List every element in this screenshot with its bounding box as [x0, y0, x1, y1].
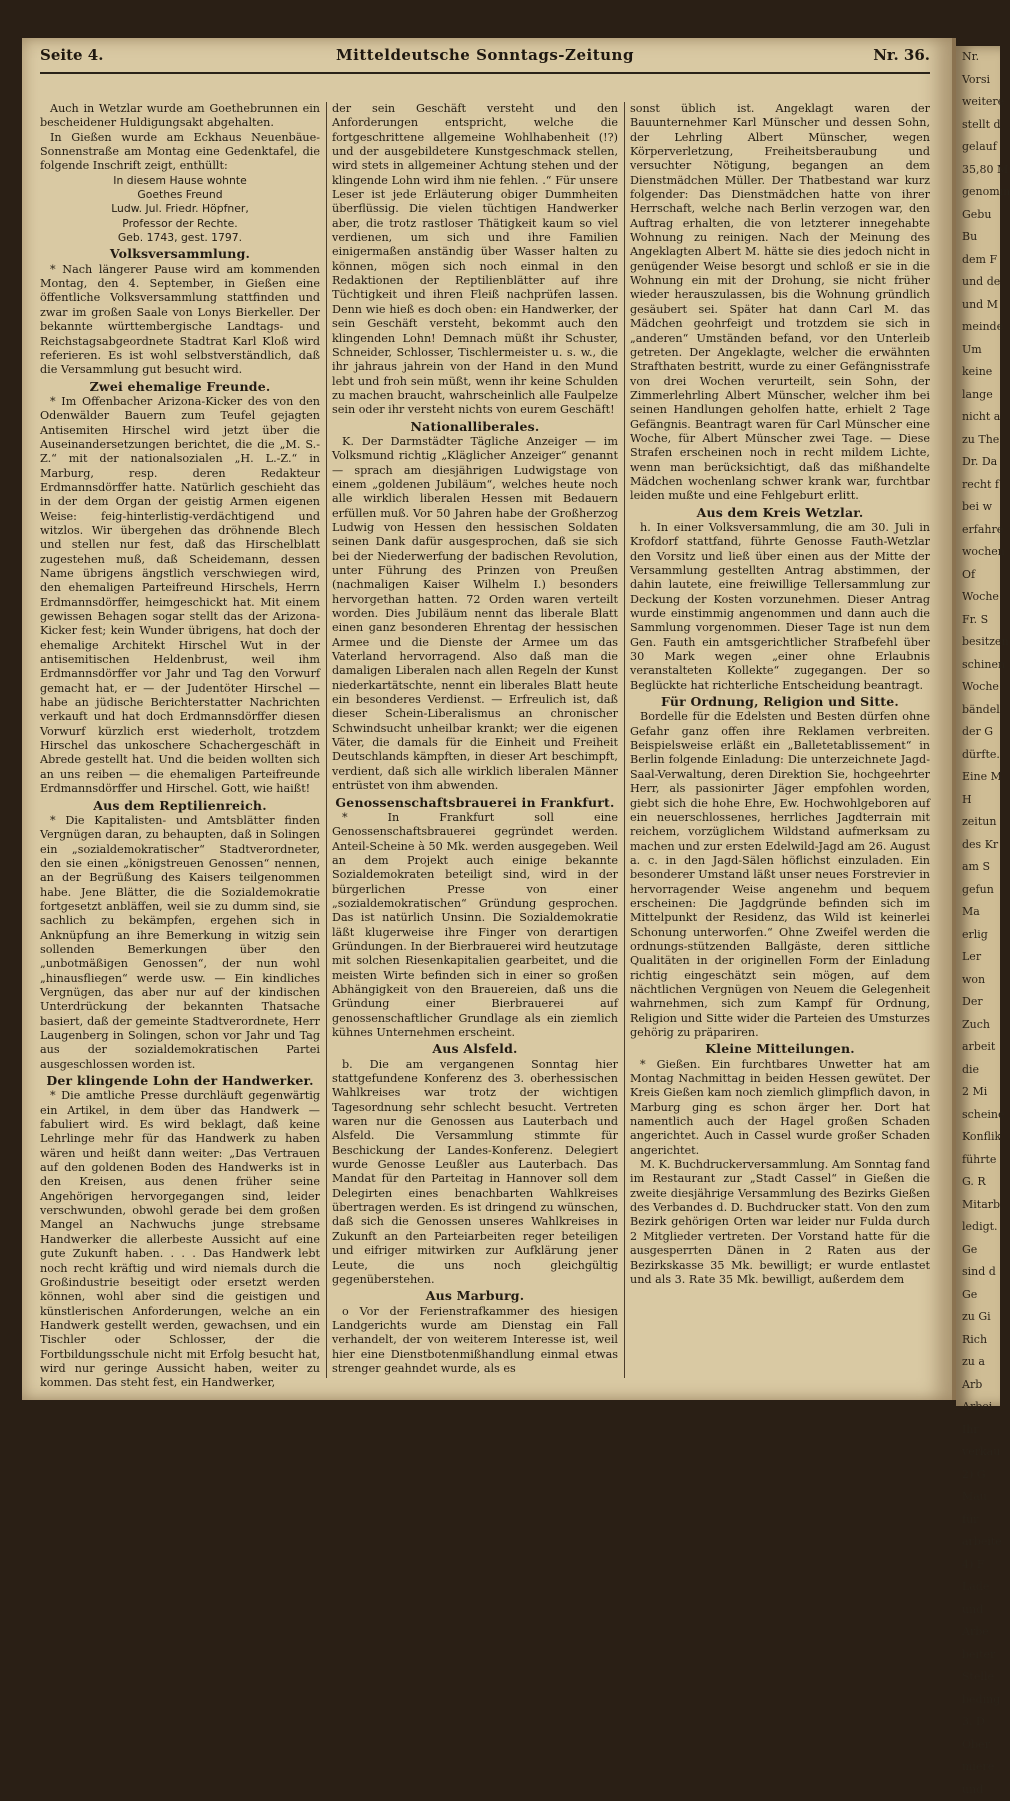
adjacent-page-fragment: won — [956, 969, 1000, 992]
adjacent-page-fragment: Stelle — [956, 1666, 1000, 1689]
page-number: Seite 4. — [40, 46, 103, 64]
adjacent-page-fragment: G. R — [956, 1171, 1000, 1194]
article-text: M. K. Buchdruckerversammlung. Am Sonntag fand im Restaurant zur „Stadt Cassel“ in Gießen die zweite diesjährige Versammlung des Bezirks Gießen des Verbandes d. D. Buchdrucker statt. Von den zum Bezirk gehörigen Orten war leider nur Fulda durch 2 Mitglieder vertreten. Der Vorstand hatte für die ausgesperrten Dänen in 2 Raten aus der Bezirkskasse 35 Mk. bewilligt; er wurde entlastet und als 3. Rate 35 Mk. bewilligt, außerdem dem — [630, 1158, 930, 1287]
adjacent-page-fragment: und — [956, 1599, 1000, 1622]
article-text: h. In einer Volksversammlung, die am 30. Juli in Krofdorf stattfand, führte Genosse Fauth-Wetzlar den Vorsitz und ließ über einen aus der Mitte der Versammlung gestellten Antrag abstimmen, der dahin lautete, eine freiwillige Tellersammlung zur Deckung der Kosten vorzunehmen. Dieser Antrag wurde einstimmig angenommen und dann auch die Sammlung vorgenommen. Dieser Tage ist nun dem Gen. Fauth ein amtsgerichtlicher Strafbefehl über 30 Mark wegen „einer ohne Erlaubnis veranstalteten Kollekte“ zugegangen. Der so Beglückte hat richterliche Entscheidung beantragt. — [630, 521, 930, 693]
article-text: * Nach längerer Pause wird am kommenden Montag, den 4. September, in Gießen eine öffentliche Volksversammlung stattfinden und zwar im großen Saale von Lonys Bierkeller. Der bekannte württembergische Landtags- und Reichstagsabgeordnete Stadtrat Karl Kloß wird referieren. Es ist wohl selbstverständlich, daß die Versammlung gut besucht wird. — [40, 263, 320, 378]
adjacent-page-fragment: zu The — [956, 429, 1000, 452]
plaque-line: Goethes Freund — [40, 188, 320, 202]
article-text: K. Der Darmstädter Tägliche Anzeiger — im Volksmund richtig „Kläglicher Anzeiger“ genannt — sprach am diesjährigen Ludwigstage von einem „goldenen Jubiläum“, welches heute noch alle wirklich liberalen Hessen mit Bedauern erfüllen muß. Vor 50 Jahren habe der Großherzog Ludwig von Hessen den hessischen Soldaten seinen Dank dafür ausgesprochen, daß sie sich bei der Niederwerfung der badischen Revolution, unter Führung des Prinzen von Preußen (nachmaligen Kaiser Wilhelm I.) besonders hervorgethan hatten. 72 Orden waren verteilt worden. Dies Jubiläum nennt das liberale Blatt einen ganz besonderen Ehrentag der hessischen Armee und die Dienste der Armee um das Vaterland hervorragend. Also daß man die damaligen Liberalen nach allen Regeln der Kunst niederkartätschte, nennt ein liberales Blatt heute ein besonderes Verdienst. — Erfreulich ist, daß dieser Schein-Liberalismus an chronischer Schwindsucht unheilbar krankt; wer die eigenen Väter, die damals für die Einheit und Freiheit Deutschlands kämpften, in dieser Art beschimpft, verdient, daß sich alle wirklich liberalen Männer entrüstet von ihm abwenden. — [332, 435, 618, 794]
adjacent-page-fragment: zu a — [956, 1351, 1000, 1374]
adjacent-page-fragment: Ge — [956, 1284, 1000, 1307]
adjacent-page-fragment: am S — [956, 856, 1000, 879]
adjacent-page-fragment: Gebu — [956, 204, 1000, 227]
adjacent-page-fragment: bei w — [956, 496, 1000, 519]
page-header — [40, 44, 930, 74]
adjacent-page-fragment: keine — [956, 361, 1000, 384]
adjacent-page-fragment: gefun — [956, 879, 1000, 902]
adjacent-page-fragment: Lade — [956, 1576, 1000, 1599]
adjacent-page-fragment: beding — [956, 1689, 1000, 1712]
adjacent-page-fragment: Arb — [956, 1374, 1000, 1397]
adjacent-page-fragment: für — [956, 1509, 1000, 1532]
adjacent-page-fragment: Woche — [956, 676, 1000, 699]
adjacent-page-fragment: weitere — [956, 91, 1000, 114]
adjacent-page-fragment: nicht a — [956, 406, 1000, 429]
adjacent-page-fragment: schinen — [956, 654, 1000, 677]
adjacent-page-fragment: genomm — [956, 181, 1000, 204]
adjacent-page-fragment: H — [956, 789, 1000, 812]
column-rule — [326, 102, 327, 1378]
adjacent-page-fragment: 2 Mi — [956, 1081, 1000, 1104]
adjacent-page-fragment: und — [956, 1779, 1000, 1801]
adjacent-page-fragment: recht f — [956, 474, 1000, 497]
section-heading: Der klingende Lohn der Handwerker. — [40, 1074, 320, 1088]
adjacent-page-fragment: Arbe — [956, 1621, 1000, 1644]
adjacent-page-fragment: Konflik — [956, 1126, 1000, 1149]
adjacent-page-fragment: ledigt. — [956, 1216, 1000, 1239]
adjacent-page-fragment: 2) G — [956, 1464, 1000, 1487]
adjacent-page-edge — [956, 46, 1000, 1406]
adjacent-page-fragment: Woche — [956, 586, 1000, 609]
adjacent-page-fragment: miere — [956, 1756, 1000, 1779]
adjacent-page-fragment: sind d — [956, 1261, 1000, 1284]
adjacent-page-fragment: und de — [956, 271, 1000, 294]
section-heading: Aus Alsfeld. — [332, 1042, 618, 1056]
column-3 — [630, 102, 930, 1378]
adjacent-page-fragment: die — [956, 1059, 1000, 1082]
adjacent-page-fragment: stellt d — [956, 114, 1000, 137]
adjacent-page-fragment: Eine M — [956, 766, 1000, 789]
section-heading: Aus Marburg. — [332, 1289, 618, 1303]
adjacent-page-fragment: zeitun — [956, 811, 1000, 834]
article-text: * In Frankfurt soll eine Genossenschaftsbrauerei gegründet werden. Anteil-Scheine à 50 Mk. werden ausgegeben. Weil an dem Projekt auch einige bekannte Sozialdemokraten beteiligt sind, wird in der bürgerlichen Presse von einer „sozialdemokratischen“ Gründung gesprochen. Das ist natürlich Unsinn. Die Sozialdemokratie läßt klugerweise ihre Finger von derartigen Gründungen. In der Bierbrauerei wird heutzutage mit solchen Riesenkapitalien gearbeitet, und die meisten Wirte befinden sich in einer so großen Abhängigkeit von den Brauereien, daß uns die Gründung einer Bierbrauerei auf genossenschaftlicher Grundlage als ein ziemlich kühnes Unternehmen erscheint. — [332, 811, 618, 1041]
adjacent-page-fragment: führte — [956, 1149, 1000, 1172]
adjacent-page-fragment: wochen — [956, 541, 1000, 564]
adjacent-page-fragment: Rich — [956, 1329, 1000, 1352]
article-text: sonst üblich ist. Angeklagt waren der Bauunternehmer Karl Münscher und dessen Sohn, der Lehrling Albert Münscher, wegen Körperverletzung, Freiheitsberaubung und versuchter Nötigung, begangen an dem Dienstmädchen Müller. Der Thatbestand war kurz folgender: Das Dienstmädchen hatte von ihrer Herrschaft, welche nach Berlin verzogen war, den Auftrag erhalten, die von letzterer innegehabte Wohnung zu reinigen. Nach der Meinung des Angeklagten Albert M. hätte sie dies jedoch nicht in genügender Weise besorgt und schloß er sie in die Wohnung ein mit der Drohung, sie nicht früher wieder herauszulassen, bis die Wohnung gründlich gesäubert sei. Später hat dann Carl M. das Mädchen geohrfeigt und trotzdem sie sich in „anderen“ Umständen befand, vor den Unterleib getreten. Der Angeklagte, welcher die erwähnten Strafthaten bestritt, wurde zu einer Gefängnisstrafe von drei Wochen verurteilt, sein Sohn, der Zimmerlehrling Albert Münscher, welcher ihm bei seinen Handlungen geholfen hatte, erhielt 2 Tage Gefängnis. Beantragt waren für Carl Münscher eine Woche, für Albert Münscher zwei Tage. — Diese Strafen erscheinen noch in recht mildem Lichte, wenn man berücksichtigt, daß das mißhandelte Mädchen wochenlang schwer krank war, furchtbar leiden mußte und eine Fehlgeburt erlitt. — [630, 102, 930, 504]
adjacent-page-fragment: Arbei — [956, 1396, 1000, 1419]
adjacent-page-fragment: beiter — [956, 1644, 1000, 1667]
section-heading: Zwei ehemalige Freunde. — [40, 380, 320, 394]
adjacent-page-fragment: Zuch — [956, 1014, 1000, 1037]
column-rule — [624, 102, 625, 1378]
adjacent-page-fragment: Ihr — [956, 1419, 1000, 1442]
article-text: * Im Offenbacher Arizona-Kicker des von den Odenwälder Bauern zum Teufel gejagten Antisemiten Hirschel wird jetzt über die Auseinandersetzungen berichtet, die die „M. S.-Z.“ mit der nationalsozialen „H. L.-Z.“ in Marburg, resp. deren Redakteur Erdmannsdörffer hatte. Natürlich geschieht das in der dem Organ der geistig Armen eigenen Weise: feig-hinterlistig-verdächtigend und witzlos. Wir übergehen das dröhnende Blech und stellen nur fest, daß das Hirschelblatt zugestehen muß, daß Scheidemann, dessen Name übrigens ängstlich verschwiegen wird, den ehemaligen Parteifreund Hirschels, Herrn Erdmannsdörffer, heimgeschickt hat. Mit einem gewissen Behagen sogar stellt das der Arizona-Kicker fest; kein Wunder übrigens, hat doch der ehemalige Architekt Hirschel Wut in der antisemitischen Heldenbrust, weil ihm Erdmannsdörffer vor Jahr und Tag den Vorwurf gemacht hat, er — der Judentöter Hirschel — habe an jüdische Berichterstatter Nachrichten verkauft und hat doch Erdmannsdörffer diesen Vorwurf kürzlich erst wiederholt, trotzdem Hirschel das unkoschere Schachergeschäft in Abrede gestellt hat. Und die beiden wollten sich an uns reiben — die ehemaligen Parteifreunde Erdmannsdörffer und Hirschel. Gott, wie haißt! — [40, 395, 320, 797]
adjacent-page-fragment: zu Gi — [956, 1306, 1000, 1329]
adjacent-page-fragment: Dr. Da — [956, 451, 1000, 474]
adjacent-page-fragment: verkau — [956, 1441, 1000, 1464]
plaque-line: In diesem Hause wohnte — [40, 174, 320, 188]
adjacent-page-fragment: Nr. — [956, 46, 1000, 69]
plaque-line: Professor der Rechte. — [40, 217, 320, 231]
adjacent-page-fragment: Um — [956, 339, 1000, 362]
section-heading: Kleine Mitteilungen. — [630, 1042, 930, 1056]
adjacent-page-fragment: Of — [956, 564, 1000, 587]
adjacent-page-fragment: 35,80 M — [956, 159, 1000, 182]
article-text: o Vor der Ferienstrafkammer des hiesigen Landgerichts wurde am Dienstag ein Fall verhandelt, der von weiterem Interesse ist, weil hier eine Dienstbotenmißhandlung einmal etwas strenger geahndet wurde, als es — [332, 1305, 618, 1377]
adjacent-page-fragment: arbeit — [956, 1036, 1000, 1059]
issue-number: Nr. 36. — [873, 46, 930, 64]
adjacent-page-fragment: Ober — [956, 1734, 1000, 1757]
adjacent-page-fragment: Vorsi — [956, 69, 1000, 92]
plaque-line: Geb. 1743, gest. 1797. — [40, 231, 320, 245]
section-heading: Nationalliberales. — [332, 420, 618, 434]
article-text: der sein Geschäft versteht und den Anforderungen entspricht, welche die fortgeschrittene allgemeine Wohlhabenheit (!?) und der ausgebildetere Kunstgeschmack stellen, wird stets in allgemeiner Achtung stehen und der klingende Lohn wird ihm nie fehlen. .“ Für unsere Leser ist jede Erläuterung obiger Dummheiten überflüssig. Die vielen tüchtigen Handwerker aber, die trotz rastloser Thätigkeit kaum so viel verdienen, um sich und ihre Familien einigermaßen anständig über Wasser halten zu können, mögen sich noch einmal in den Redaktionen der Reptilienblätter auf ihre Tüchtigkeit und ihren Fleiß nachprüfen lassen. Denn wie hieß es doch oben: ein Handwerker, der sein Geschäft versteht, bekommt auch den klingenden Lohn! Demnach müßt ihr Schuster, Schneider, Schlosser, Tischlermeister u. s. w., die ihr jahraus jahrein von der Hand in den Mund lebt und froh sein müßt, wenn ihr keine Schulden zu machen braucht, wahrscheinlich alle Faulpelze sein oder ihr versteht nichts von eurem Geschäft! — [332, 102, 618, 418]
adjacent-page-fragment: 3. D — [956, 1711, 1000, 1734]
column-1 — [40, 102, 320, 1378]
column-2 — [332, 102, 618, 1378]
article-text: * Die amtliche Presse durchläuft gegenwärtig ein Artikel, in dem über das Handwerk — fabuliert wird. Es wird beklagt, daß keine Lehrlinge mehr für das Handwerk zu haben wären und heißt dann weiter: „Das Vertrauen auf den goldenen Boden des Handwerks ist in den Kreisen, aus denen früher seine Angehörigen hervorgegangen sind, leider verschwunden, obwohl gerade bei dem großen Mangel an Nachwuchs junge strebsame Handwerker die allerbeste Aussicht auf eine gute Zukunft haben. . . . Das Handwerk lebt noch recht kräftig und wird niemals durch die Großindustrie beseitigt oder ersetzt werden können, wohl aber sind die geistigen und künstlerischen Anforderungen, welche an ein Handwerk gestellt werden, gewachsen, und ein Tischler oder Schlosser, der die Fortbildungsschule nicht mit Erfolg besucht hat, wird nur geringe Aussicht haben, weiter zu kommen. Das steht fest, ein Handwerker, — [40, 1089, 320, 1390]
article-text: * Die Kapitalisten- und Amtsblätter finden Vergnügen daran, zu behaupten, daß in Solingen ein „sozialdemokratischer“ Stadtverordneter, den sie einen „königstreuen Genossen“ nennen, an der Begrüßung des Kaisers teilgenommen habe. Jene Blätter, die die Sozialdemokratie fortgesetzt anbläffen, weil sie zu dumm sind, sie sachlich zu bekämpfen, ergehen sich in Anknüpfung an ihre Bemerkung in witzig sein sollenden Bemerkungen über den „unbotmäßigen Genossen“, der nun wohl „hinausfliegen“ werde usw. — Ein kindliches Vergnügen, das aber nur auf der kindischen Unterdrückung der bekannten Thatsache basiert, daß der gemeinte Stadtverordnete, Herr Laugenberg in Solingen, schon vor Jahr und Tag aus der sozialdemokratischen Partei ausgeschlossen worden ist. — [40, 814, 320, 1072]
adjacent-page-fragment: dürfte. — [956, 744, 1000, 767]
adjacent-page-fragment: und M — [956, 294, 1000, 317]
section-heading: Volksversammlung. — [40, 247, 320, 261]
section-heading: Aus dem Kreis Wetzlar. — [630, 506, 930, 520]
section-heading: Genossenschaftsbrauerei in Frankfurt. — [332, 796, 618, 810]
section-heading: Für Ordnung, Religion und Sitte. — [630, 695, 930, 709]
adjacent-page-fragment: Ler — [956, 946, 1000, 969]
adjacent-page-fragment: 4) F — [956, 1554, 1000, 1577]
adjacent-page-fragment: Ma — [956, 901, 1000, 924]
adjacent-page-fragment: Mau — [956, 1486, 1000, 1509]
adjacent-page-fragment: meinde — [956, 316, 1000, 339]
adjacent-page-fragment: Bu — [956, 226, 1000, 249]
newspaper-title: Mitteldeutsche Sonntags-Zeitung — [40, 46, 930, 64]
plaque-line: Ludw. Jul. Friedr. Höpfner, — [40, 202, 320, 216]
adjacent-page-fragment: arbeite — [956, 1531, 1000, 1554]
adjacent-page-fragment: besitzen — [956, 631, 1000, 654]
adjacent-page-fragment: erfahre — [956, 519, 1000, 542]
adjacent-page-fragment: gelauf — [956, 136, 1000, 159]
adjacent-page-fragment: Ge — [956, 1239, 1000, 1262]
article-text: Auch in Wetzlar wurde am Goethebrunnen ein bescheidener Huldigungsakt abgehalten. — [40, 102, 320, 131]
adjacent-page-fragment: scheine — [956, 1104, 1000, 1127]
article-text: * Gießen. Ein furchtbares Unwetter hat am Montag Nachmittag in beiden Hessen gewütet. Der Kreis Gießen kam noch ziemlich glimpflich davon, in Marburg ging es schon ärger her. Dort hat namentlich auch der Hagel großen Schaden angerichtet. Auch in Cassel wurde großer Schaden angerichtet. — [630, 1058, 930, 1158]
adjacent-page-fragment: bändel — [956, 699, 1000, 722]
adjacent-page-fragment: dem F — [956, 249, 1000, 272]
article-text: Bordelle für die Edelsten und Besten dürfen ohne Gefahr ganz offen ihre Reklamen verbreiten. Beispielsweise erläßt ein „Balletetablissement“ in Berlin folgende Einladung: Die unterzeichnete Jagd-Saal-Verwaltung, deren Direktion Sie, hochgeehrter Herr, als passionirter Jäger empfohlen worden, giebt sich die hohe Ehre, Ew. Hochwohlgeboren auf ein neuerschlossenes, herrliches Jagdterrain mit reichem, vorzüglichem Wildstand aufmerksam zu machen und zur ersten Edelwild-Jagd am 26. August a. c. in den Jagd-Sälen höflichst einzuladen. Ein besonderer Umstand läßt unser neues Forstrevier in hervorragender Weise angenehm und bequem erscheinen: Die Jagdgründe befinden sich im Mittelpunkt der Residenz, das Wild ist keinerlei Schonung unterworfen.“ Ohne Zweifel werden die ordnungs-stützenden Ballgäste, deren sittliche Qualitäten in der originellen Form der Einladung richtig eingeschätzt sein mögen, auf dem nächtlichen Vergnügen von Neuem die Gelegenheit wahrnehmen, sich zum Kampf für Ordnung, Religion und Sitte wider die Parteien des Umsturzes gehörig zu präpariren. — [630, 710, 930, 1040]
section-heading: Aus dem Reptilienreich. — [40, 799, 320, 813]
adjacent-page-fragment: Fr. S — [956, 609, 1000, 632]
adjacent-page-fragment: lange — [956, 384, 1000, 407]
adjacent-page-fragment: Mitarb — [956, 1194, 1000, 1217]
adjacent-page-fragment: der G — [956, 721, 1000, 744]
article-text: b. Die am vergangenen Sonntag hier stattgefundene Konferenz des 3. oberhessischen Wahlkreises war trotz der wichtigen Tagesordnung sehr schlecht besucht. Vertreten waren nur die Genossen aus Lauterbach und Alsfeld. Die Versammlung stimmte für Beschickung der Landes-Konferenz. Delegiert wurde Genosse Leußler aus Lauterbach. Das Mandat für den Parteitag in Hannover soll dem Delegirten eines benachbarten Wahlkreises übertragen werden. Es ist dringend zu wünschen, daß sich die Genossen unseres Wahlkreises in Zukunft an den Parteiarbeiten reger beteiligen und eifriger mitwirken zur Aufklärung jener Leute, die uns noch gleichgültig gegenüberstehen. — [332, 1058, 618, 1288]
adjacent-page-fragment: Der — [956, 991, 1000, 1014]
plaque-inscription — [40, 174, 320, 246]
article-text: In Gießen wurde am Eckhaus Neuenbäue-Sonnenstraße am Montag eine Gedenktafel, die folgende Inschrift zeigt, enthüllt: — [40, 131, 320, 174]
adjacent-page-fragment: des Kr — [956, 834, 1000, 857]
adjacent-page-fragment: erlig — [956, 924, 1000, 947]
